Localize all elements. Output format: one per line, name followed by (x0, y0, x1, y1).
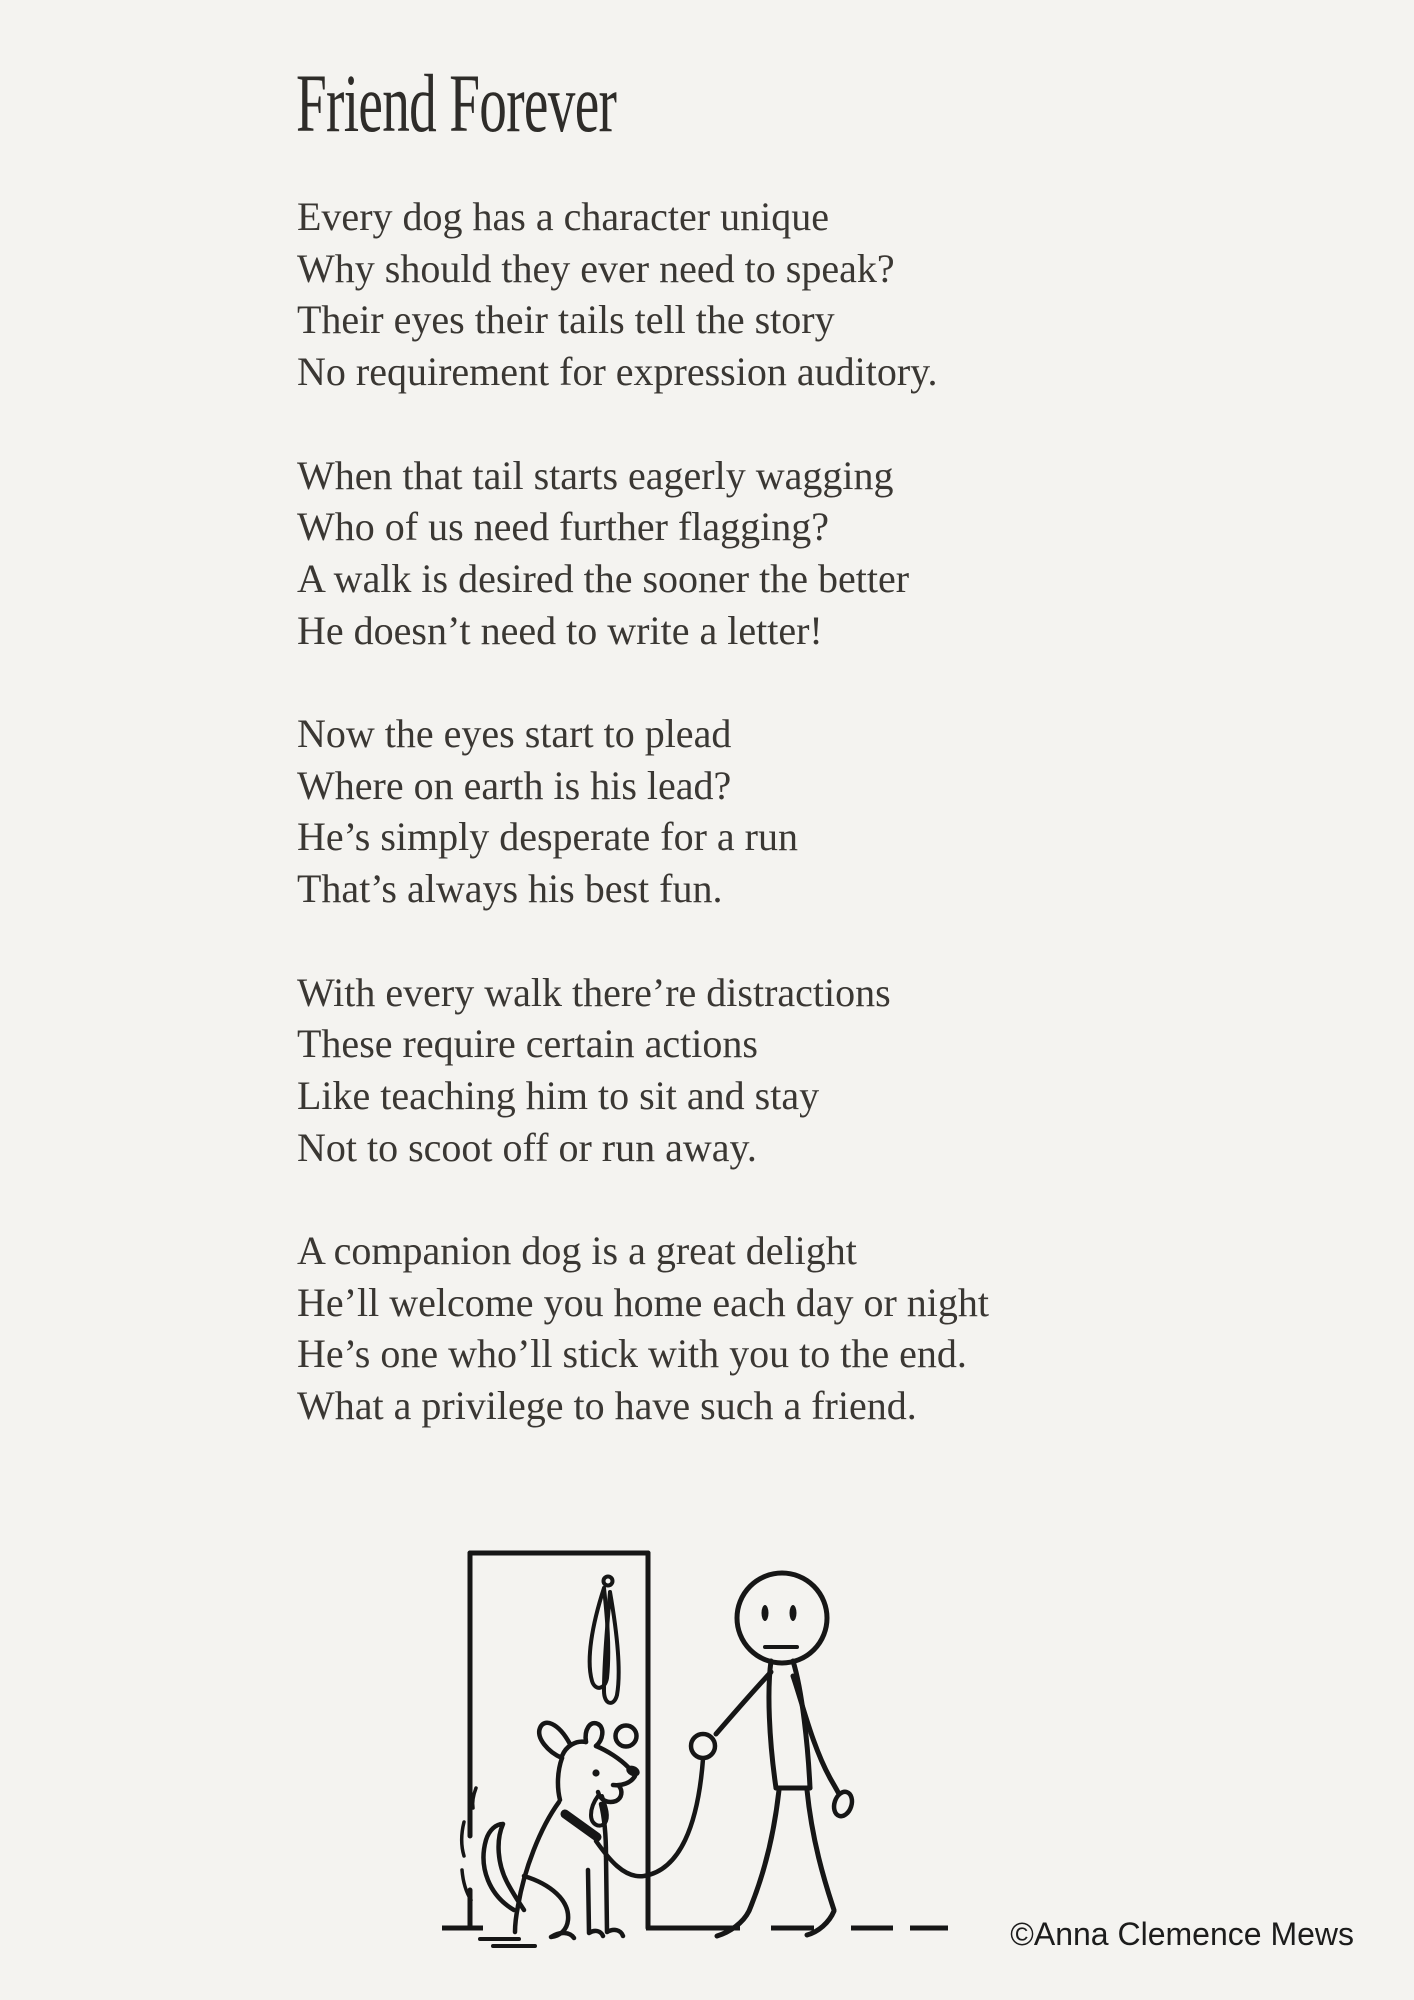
sitting-dog-drawing (462, 1723, 642, 1946)
poem-line: These require certain actions (297, 1021, 758, 1067)
poem-line: He’s one who’ll stick with you to the end. (297, 1331, 967, 1377)
stanza (297, 967, 989, 1174)
person-drawing (691, 1573, 855, 1936)
poem (297, 191, 989, 1484)
poem-line: A companion dog is a great delight (297, 1228, 857, 1273)
poem-line: He’s simply desperate for a run (297, 814, 798, 860)
poem-line: Now the eyes start to plead (297, 711, 732, 756)
hanging-leash-icon (590, 1577, 619, 1703)
poem-line: That’s always his best fun. (297, 866, 723, 912)
poem-line: With every walk there’re distractions (297, 969, 891, 1015)
poem-line: No requirement for expression auditory. (297, 349, 938, 395)
poem-line: Every dog has a character unique (297, 194, 829, 239)
page-title: Friend Forever (296, 57, 617, 149)
stanza (297, 450, 989, 657)
poem-line: Why should they ever need to speak? (297, 245, 895, 291)
wagging-tail-drawing (484, 1824, 524, 1910)
attribution: ©Anna Clemence Mews (1010, 1916, 1354, 1952)
poem-line: Who of us need further flagging? (297, 504, 830, 550)
poem-line: What a privilege to have such a friend. (297, 1383, 917, 1429)
poem-line: Where on earth is his lead? (297, 762, 732, 808)
stanza (297, 191, 989, 398)
dog-and-owner-illustration (430, 1540, 960, 1980)
stanza (297, 1225, 989, 1432)
stanza (297, 708, 989, 915)
poem-line: He doesn’t need to write a letter! (297, 607, 823, 653)
poem-line: Like teaching him to sit and stay (297, 1072, 820, 1118)
poem-line: When that tail starts eagerly wagging (297, 452, 894, 498)
poem-line: A walk is desired the sooner the better (297, 555, 910, 601)
poem-line: Their eyes their tails tell the story (297, 297, 835, 343)
poem-line: He’ll welcome you home each day or night (297, 1279, 989, 1325)
doorknob-icon (616, 1726, 637, 1747)
poem-line: Not to scoot off or run away. (297, 1124, 757, 1170)
person-hand-drawing (691, 1734, 715, 1758)
